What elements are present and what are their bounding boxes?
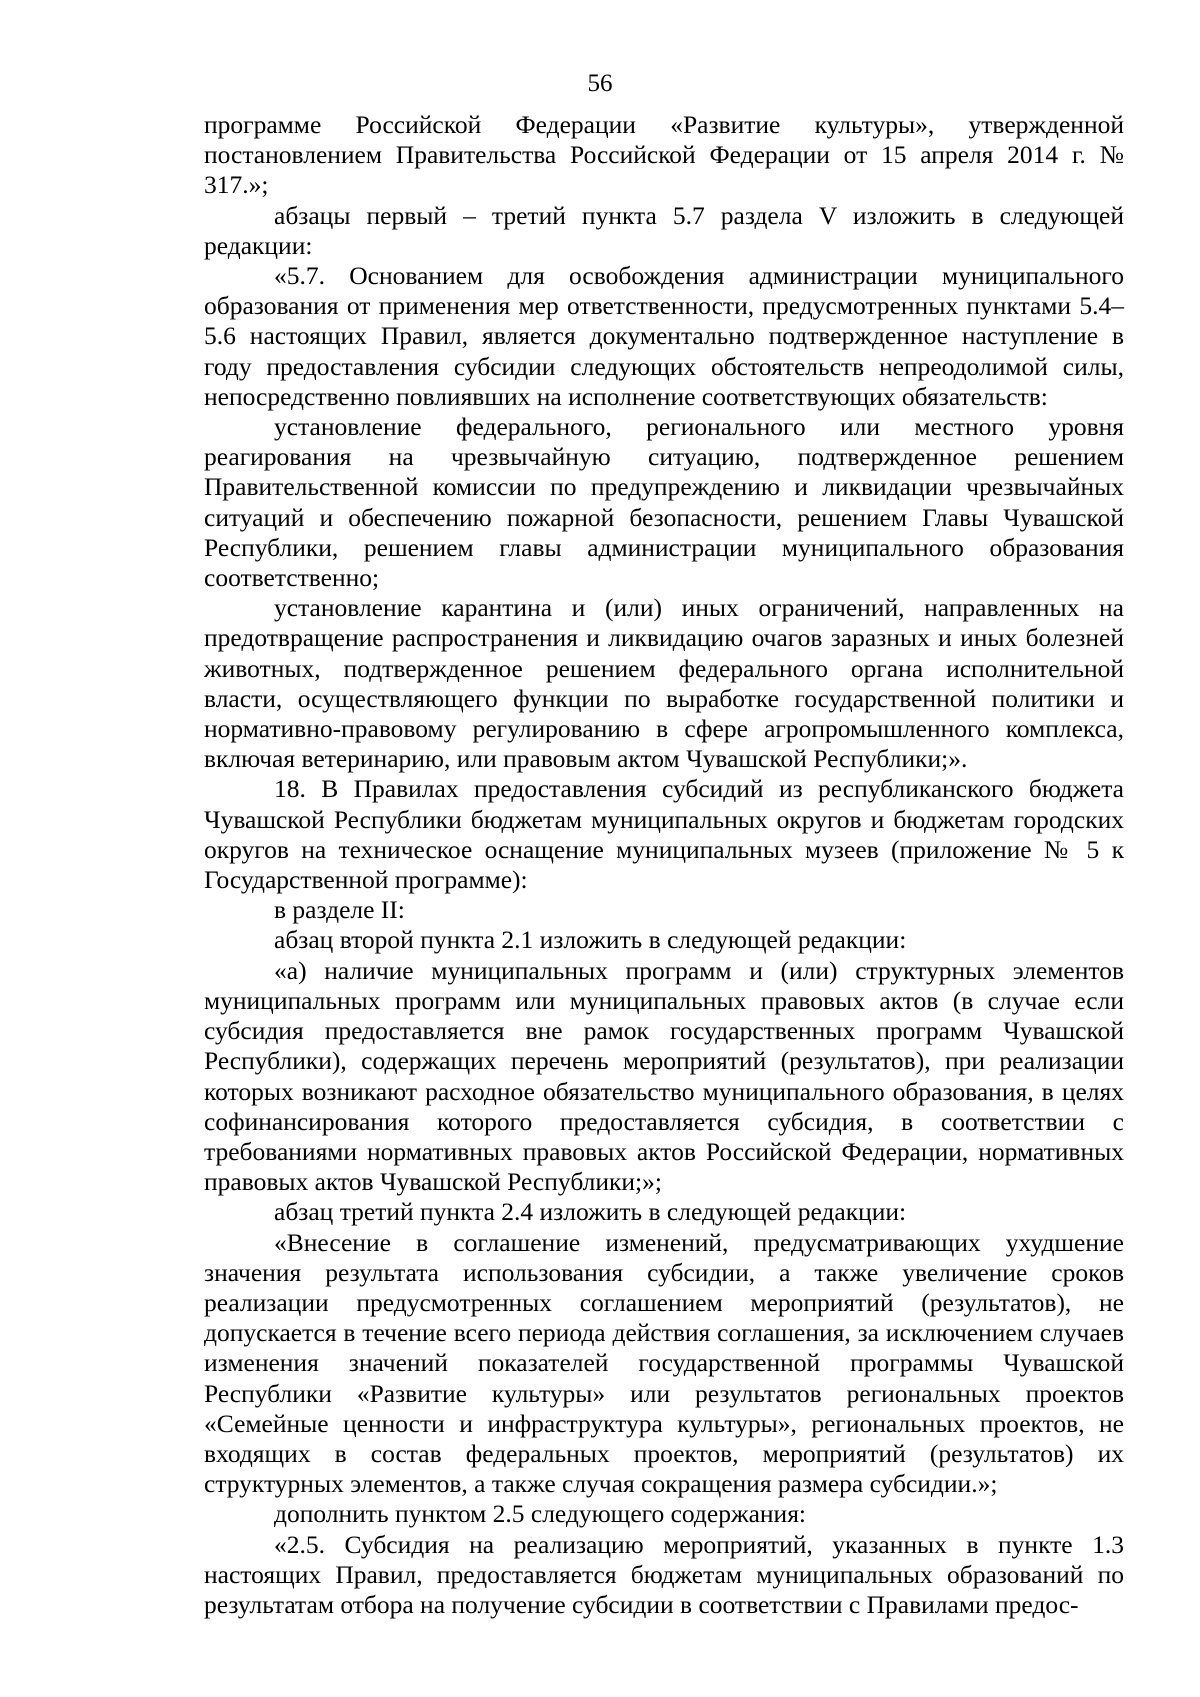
page-number: 56 xyxy=(587,70,613,97)
paragraph-clause-2-1-intro: абзац второй пункта 2.1 изложить в следующей редакции: xyxy=(274,925,907,955)
paragraph-clause-2-5-intro: дополнить пунктом 2.5 следующего содержания: xyxy=(274,1499,807,1529)
paragraph-item-18: 18. В Правилах предоставления субсидий из республиканского бюджета Чувашской Республики бюджетам муниципальных округов и бюджетам городских округов на техническое оснащение муниципальных музеев (приложение № 5 к Государственной программе): xyxy=(204,774,1124,895)
paragraph-emergency-response: установление федерального, регионального или местного уровня реагирования на чрезвычайную ситуацию, подтвержденное решением Правительственной комиссии по предупреждению и ликвидации чрезвычайных ситуаций и обеспечению пожарной безопасности, решением Главы Чувашской Республики, решением главы администрации муниципального образования соответственно; xyxy=(204,412,1124,593)
document-body xyxy=(204,110,1124,1620)
paragraph-amendment-5-7-intro: абзацы первый – третий пункта 5.7 раздела V изложить в следующей редакции: xyxy=(204,200,1124,260)
paragraph-clause-2-4-intro: абзац третий пункта 2.4 изложить в следующей редакции: xyxy=(274,1197,907,1227)
paragraph-clause-2-1-a: «а) наличие муниципальных программ и (или) структурных элементов муниципальных программ или муниципальных правовых актов (в случае если субсидия предоставляется вне рамок государственных программ Чувашской Республики), содержащих перечень мероприятий (результатов), при реализации которых возникают расходное обязательство муниципального образования, в целях софинансирования которого предоставляется субсидия, в соответствии с требованиями нормативных правовых актов Российской Федерации, нормативных правовых актов Чувашской Республики;»; xyxy=(204,955,1124,1197)
paragraph-continuation: программе Российской Федерации «Развитие культуры», утвержденной постановлением Правительства Российской Федерации от 15 апреля 2014 г. № 317.»; xyxy=(204,110,1124,200)
paragraph-clause-2-5: «2.5. Субсидия на реализацию мероприятий, указанных в пункте 1.3 настоящих Правил, предоставляется бюджетам муниципальных образований по результатам отбора на получение субсидии в соответствии с Правилами предос- xyxy=(204,1529,1124,1619)
paragraph-clause-5-7: «5.7. Основанием для освобождения администрации муниципального образования от применения мер ответственности, предусмотренных пунктами 5.4–5.6 настоящих Правил, является документально подтвержденное наступление в году предоставления субсидии следующих обстоятельств непреодолимой силы, непосредственно повлиявших на исполнение соответствующих обязательств: xyxy=(204,261,1124,411)
paragraph-quarantine: установление карантина и (или) иных ограничений, направленных на предотвращение распространения и ликвидацию очагов заразных и иных болезней животных, подтвержденное решением федерального органа исполнительной власти, осуществляющего функции по выработке государственной политики и нормативно-правовому регулированию в сфере агропромышленного комплекса, включая ветеринарию, или правовым актом Чувашской Республики;». xyxy=(204,593,1124,774)
paragraph-clause-2-4: «Внесение в соглашение изменений, предусматривающих ухудшение значения результата использования субсидии, а также увеличение сроков реализации предусмотренных соглашением мероприятий (результатов), не допускается в течение всего периода действия соглашения, за исключением случаев изменения значений показателей государственной программы Чувашской Республики «Развитие культуры» или результатов региональных проектов «Семейные ценности и инфраструктура культуры», региональных проектов, не входящих в состав федеральных проектов, мероприятий (результатов) их структурных элементов, а также случая сокращения размера субсидии.»; xyxy=(204,1227,1124,1499)
paragraph-section-2: в разделе II: xyxy=(274,895,405,925)
